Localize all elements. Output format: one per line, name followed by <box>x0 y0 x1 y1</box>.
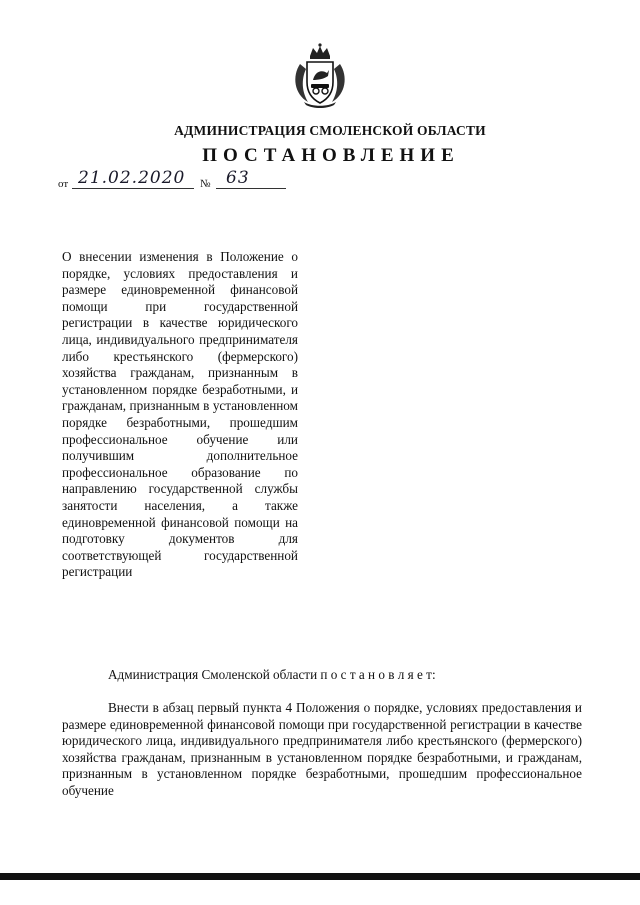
body-paragraph: Внести в абзац первый пункта 4 Положения о порядке, условиях предоставления и размере единовременной финансовой помощи при государственной регистрации в качестве юридического лица, индивидуального предпринимателя либо крестьянского (фермерского) хозяйства гражданам, признанным в установленном порядке безработными, и гражданам, признанным в установленном порядке безработными, прошедшим профессиональное обучение <box>62 700 582 798</box>
scan-edge-bar <box>0 873 640 880</box>
coat-of-arms-icon <box>286 42 354 110</box>
number-value: 63 <box>226 168 250 188</box>
preamble-text: Администрация Смоленской области п о с т а н о в л я е т: <box>108 667 436 682</box>
date-underline <box>72 188 194 189</box>
document-type-title: ПОСТАНОВЛЕНИЕ <box>202 145 460 166</box>
number-label: № <box>200 178 211 190</box>
date-number-line <box>58 170 298 192</box>
document-subject: О внесении изменения в Положение о порядке, условиях предоставления и размере единовременной финансовой помощи при государственной регистрации в качестве юридического лица, индивидуального предпринимателя либо крестьянского (фермерского) хозяйства гражданам, признанным в установленном порядке безработными, и гражданам, признанным в установленном порядке безработными, прошедшим профессиональное обучение или получившим дополнительное профессиональное образование по направлению государственной службы занятости населения, а также единовременной финансовой помощи на подготовку документов для соответствующей государственной регистрации <box>62 249 298 580</box>
organization-name: АДМИНИСТРАЦИЯ СМОЛЕНСКОЙ ОБЛАСТИ <box>174 123 486 138</box>
from-label: от <box>58 178 69 190</box>
date-value: 21.02.2020 <box>78 168 186 188</box>
number-underline <box>216 188 286 189</box>
